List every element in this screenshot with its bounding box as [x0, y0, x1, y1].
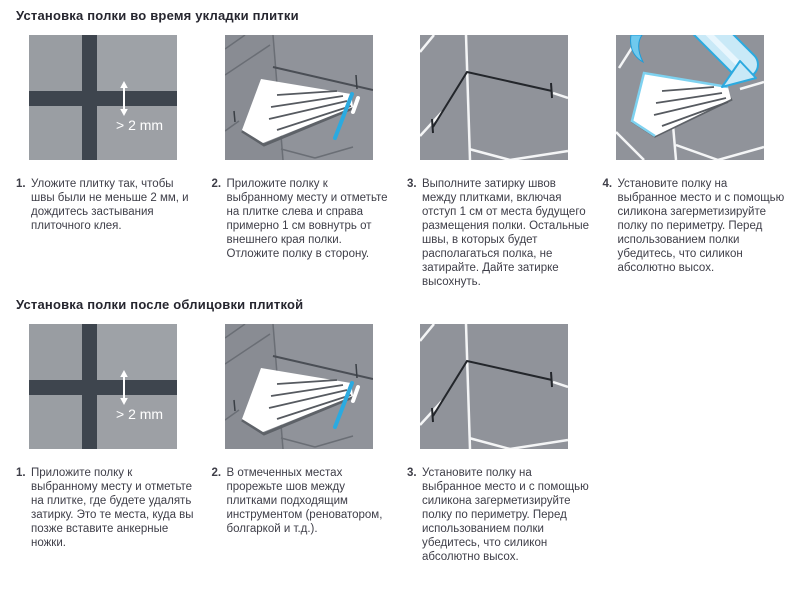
silicone-sealing-illustration: [616, 35, 764, 160]
step-item: [16, 324, 200, 564]
step-description: В отмеченных местах прорежьте шов между плитками подходящим инструментом (реноватором, болгаркой и т.д.).: [226, 467, 383, 535]
step-item: [212, 35, 396, 289]
step-number: 2.: [211, 467, 222, 479]
steps-row: [16, 35, 786, 289]
tile-joint-width-illustration: [29, 35, 177, 160]
steps-row: [16, 324, 786, 564]
grout-seam-illustration: [420, 324, 568, 449]
step-number: 4.: [602, 178, 613, 190]
step-number: 1.: [16, 467, 26, 479]
shelf-marking-illustration: [225, 324, 373, 449]
section-after-tiling: [16, 297, 786, 564]
step-number: 3.: [407, 178, 417, 190]
step-item: [407, 324, 591, 564]
step-item: [212, 324, 396, 564]
step-description: Приложите полку к выбранному месту и отметьте на плитке, где будете удалять затирку. Это те места, куда вы позже вставите анкерные ножки.: [31, 467, 194, 549]
step-item: [16, 35, 200, 289]
section-title: Установка полки после облицовки плиткой: [16, 297, 304, 312]
step-description: Приложите полку к выбранному месту и отметьте на плитке слева и справа примерно 1 см вовнутрь от внешнего края полки. Отложите полку в сторону.: [226, 178, 388, 260]
section-title: Установка полки во время укладки плитки: [16, 8, 299, 23]
step-item: [603, 35, 787, 289]
step-item: [407, 35, 591, 289]
step-number: 1.: [16, 178, 26, 190]
step-description: Выполните затирку швов между плитками, включая отступ 1 см от места будущего размещения полки. Остальные швы, в которых будет располагаться полка, не затирайте. Дайте затирке высохнуть.: [422, 178, 590, 288]
step-description: Установите полку на выбранное место и с помощью силикона загерметизируйте полку по периметру. Перед использованием полки убедитесь, что силикон абсолютно высох.: [422, 467, 589, 563]
shelf-marking-illustration: [225, 35, 373, 160]
section-during-tiling: [16, 8, 786, 289]
step-number: 2.: [211, 178, 222, 190]
grout-seam-illustration: [420, 35, 568, 160]
step-number: 3.: [407, 467, 417, 479]
step-description: Уложите плитку так, чтобы швы были не меньше 2 мм, и дождитесь застывания плиточного клея.: [31, 178, 189, 232]
tile-joint-width-illustration: [29, 324, 177, 449]
step-description: Установите полку на выбранное место и с помощью силикона загерметизируйте полку по периметру. Перед использованием полки убедитесь, что силикон абсолютно высох.: [617, 178, 785, 274]
